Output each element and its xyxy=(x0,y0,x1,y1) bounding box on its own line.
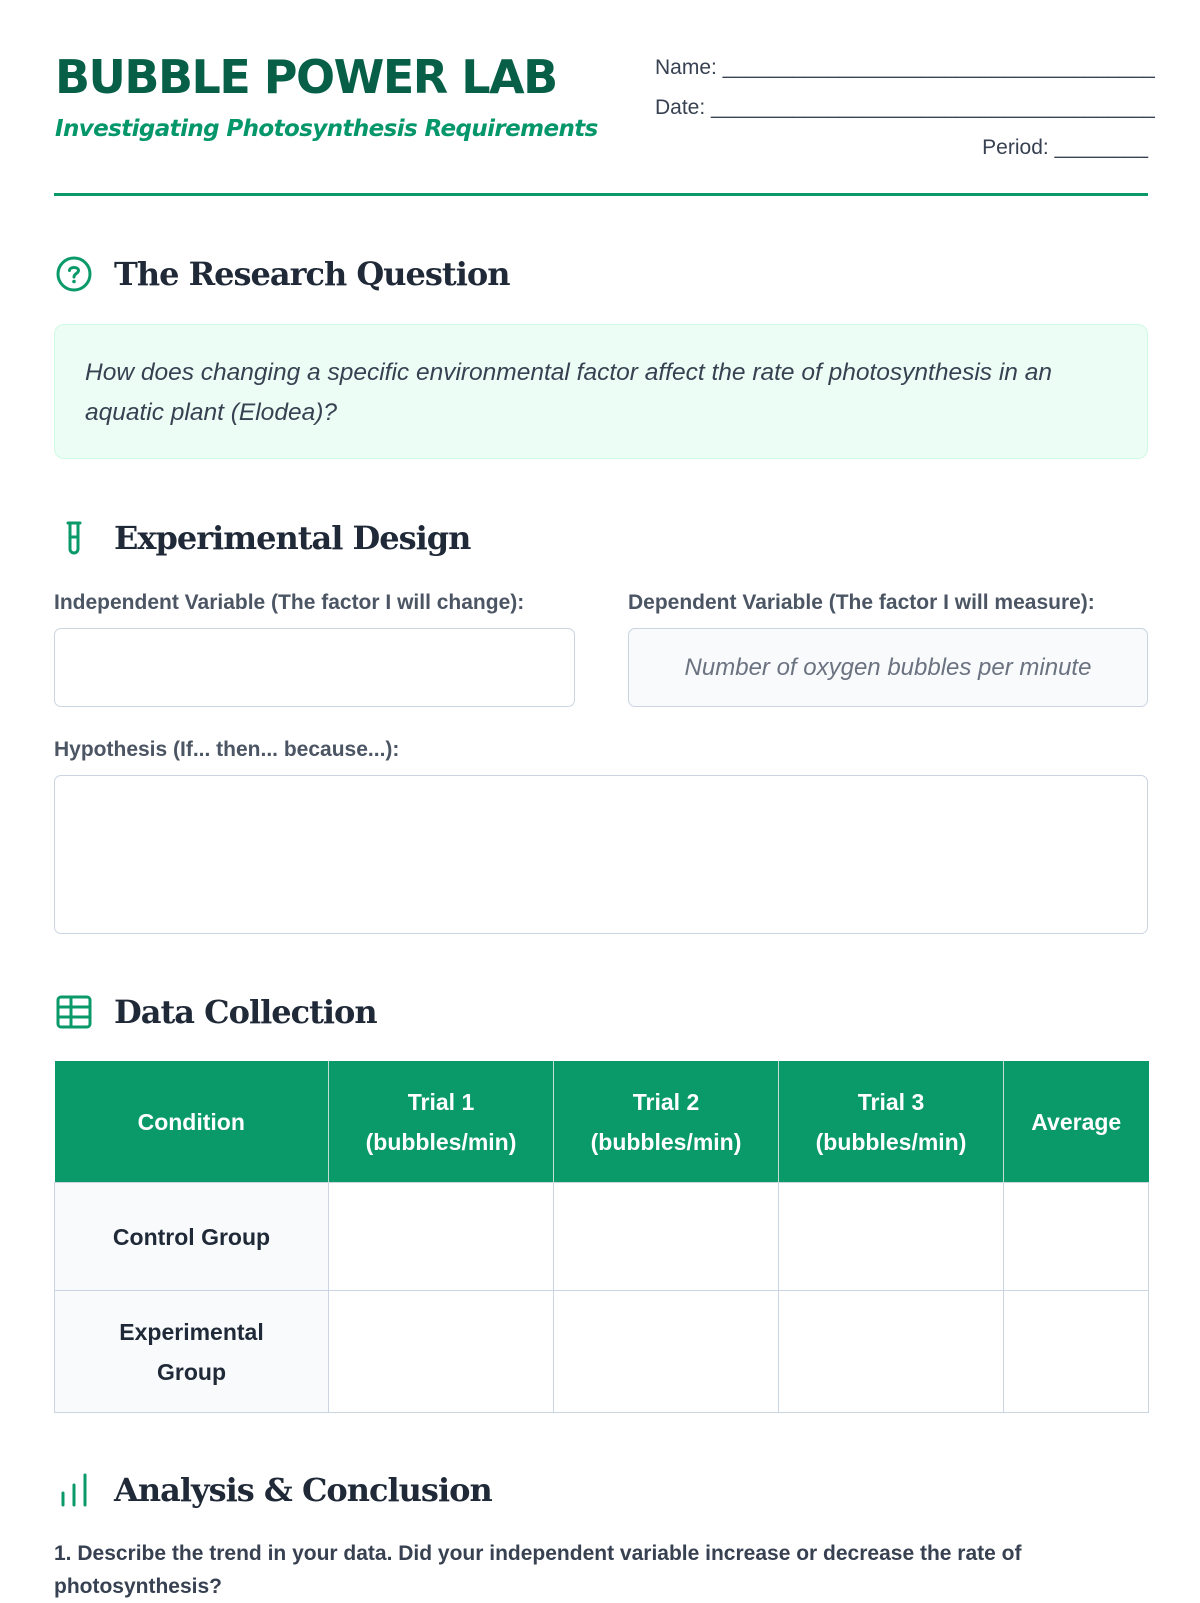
hypothesis-label: Hypothesis (If... then... because...): xyxy=(54,738,400,761)
date-field[interactable] xyxy=(655,96,1155,120)
data-cell[interactable] xyxy=(779,1291,1004,1413)
page-subtitle: Investigating Photosynthesis Requirements xyxy=(55,116,598,142)
name-label: Name: xyxy=(655,56,717,79)
research-question-text: How does changing a specific environmental factor affect the rate of photosynthesis in an aquatic plant (Elodea)? xyxy=(85,359,1052,426)
row-condition-control: Control Group xyxy=(55,1183,329,1291)
dependent-variable-label: Dependent Variable (The factor I will measure): xyxy=(628,591,1095,614)
bar-chart-icon xyxy=(54,1470,94,1510)
period-label: Period: xyxy=(982,136,1049,159)
dependent-variable-value: Number of oxygen bubbles per minute xyxy=(684,653,1092,681)
table-row xyxy=(55,1183,1149,1291)
analysis-question-1: 1. Describe the trend in your data. Did your independent variable increase or decrease the rate of photosynthesis? xyxy=(54,1542,1022,1598)
header-divider xyxy=(54,193,1148,196)
section-title: Analysis & Conclusion xyxy=(114,1471,492,1509)
column-header-unit: (bubbles/min) xyxy=(815,1128,967,1155)
experimental-design-heading xyxy=(54,518,470,558)
column-header-line: Trial 3 xyxy=(857,1088,925,1115)
period-blank[interactable]: ________ xyxy=(1054,136,1148,159)
column-header-line: Average xyxy=(1031,1108,1122,1135)
section-title: Experimental Design xyxy=(114,519,471,557)
date-blank[interactable]: ______________________________________ xyxy=(711,96,1155,119)
hypothesis-input[interactable] xyxy=(54,775,1148,934)
table-row xyxy=(55,1291,1149,1413)
data-cell[interactable] xyxy=(554,1291,779,1413)
column-header-average xyxy=(1004,1061,1149,1183)
data-cell[interactable] xyxy=(1004,1183,1149,1291)
independent-variable-input[interactable] xyxy=(54,628,575,707)
data-table xyxy=(54,1061,1149,1413)
column-header-trial-1 xyxy=(329,1061,554,1183)
name-blank[interactable]: _____________________________________ xyxy=(722,56,1155,79)
data-cell[interactable] xyxy=(1004,1291,1149,1413)
column-header-trial-3 xyxy=(779,1061,1004,1183)
section-title: Data Collection xyxy=(114,993,377,1031)
column-header-unit: (bubbles/min) xyxy=(590,1128,742,1155)
page-title: BUBBLE POWER LAB xyxy=(55,50,557,104)
column-header-condition xyxy=(55,1061,329,1183)
date-label: Date: xyxy=(655,96,706,119)
name-field[interactable] xyxy=(655,56,1155,80)
data-cell[interactable] xyxy=(554,1183,779,1291)
column-header-unit: (bubbles/min) xyxy=(365,1128,517,1155)
analysis-heading xyxy=(54,1470,492,1510)
data-cell[interactable] xyxy=(779,1183,1004,1291)
row-condition-line: Experimental xyxy=(119,1318,264,1345)
independent-variable-label: Independent Variable (The factor I will change): xyxy=(54,591,525,614)
column-header-line: Trial 2 xyxy=(632,1088,700,1115)
section-title: The Research Question xyxy=(114,255,510,293)
data-collection-heading xyxy=(54,992,377,1032)
table-header-row xyxy=(55,1061,1149,1183)
period-field[interactable] xyxy=(982,136,1148,160)
question-circle-icon xyxy=(54,254,94,294)
column-header-line: Trial 1 xyxy=(407,1088,475,1115)
data-cell[interactable] xyxy=(329,1183,554,1291)
dependent-variable-field xyxy=(628,628,1148,707)
column-header-trial-2 xyxy=(554,1061,779,1183)
row-condition-experimental xyxy=(55,1291,329,1413)
column-header-line: Condition xyxy=(137,1108,245,1135)
row-condition-line: Group xyxy=(157,1358,226,1385)
test-tube-icon xyxy=(54,518,94,558)
research-question-box xyxy=(54,324,1148,459)
table-icon xyxy=(54,992,94,1032)
data-cell[interactable] xyxy=(329,1291,554,1413)
research-question-heading xyxy=(54,254,509,294)
